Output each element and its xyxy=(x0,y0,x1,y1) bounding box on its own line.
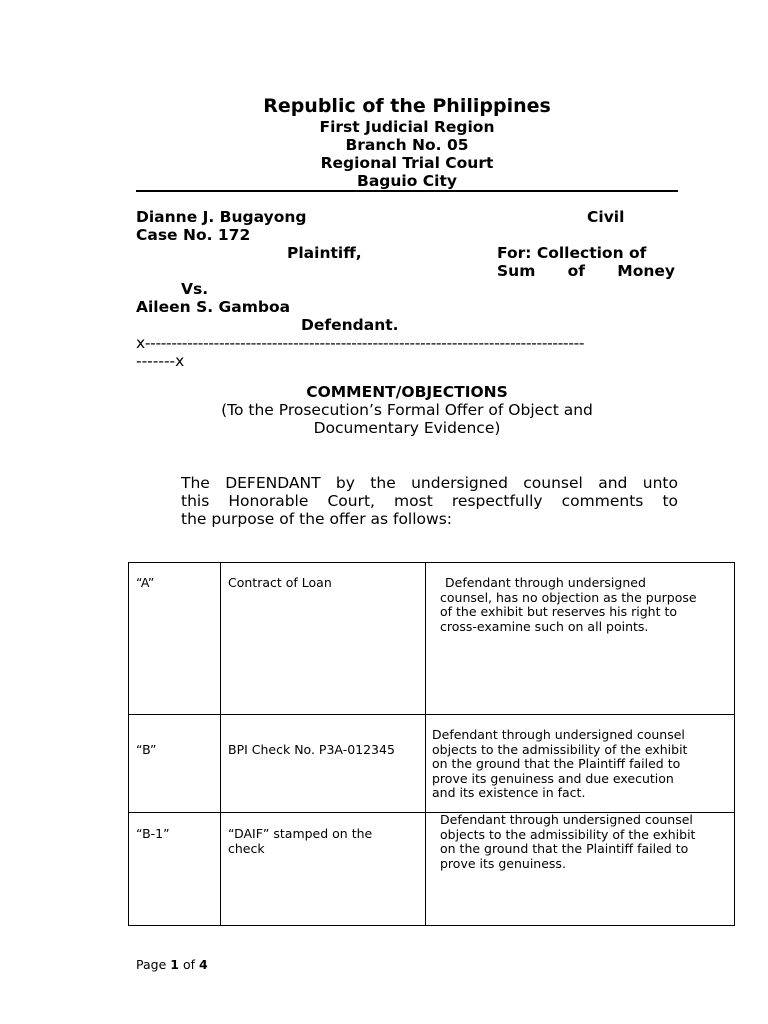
civil-label: Civil xyxy=(587,208,625,226)
exhibit-description: Contract of Loan xyxy=(228,575,332,590)
court-header xyxy=(136,94,678,190)
comment-line: objects to the admissibility of the exhibit xyxy=(440,826,696,842)
judicial-region: First Judicial Region xyxy=(319,118,495,136)
plaintiff-name: Dianne J. Bugayong xyxy=(136,208,307,226)
exhibit-description: BPI Check No. P3A-012345 xyxy=(228,742,395,757)
action-line-1: For: Collection of xyxy=(497,244,647,262)
exhibit-comment-cell xyxy=(426,563,735,715)
exhibit-comment xyxy=(426,813,734,871)
exhibit-description xyxy=(221,813,425,856)
table-row xyxy=(129,813,735,926)
description-line: check xyxy=(228,840,265,856)
word: comments xyxy=(561,492,644,510)
page-total: 4 xyxy=(198,957,208,972)
comment-line: prove its genuiness. xyxy=(440,855,566,871)
court-city: Baguio City xyxy=(357,172,457,190)
action-word: Money xyxy=(617,262,675,280)
comment-line: counsel, has no objection as the purpose xyxy=(440,589,697,605)
word: respectfully xyxy=(451,492,543,510)
page-label: Page xyxy=(136,957,167,972)
word: unto xyxy=(642,474,678,492)
comment-line: Defendant through undersigned xyxy=(445,575,646,590)
exhibit-description-cell xyxy=(221,563,426,715)
intro-line-3: the purpose of the offer as follows: xyxy=(181,510,453,528)
word: counsel xyxy=(523,474,583,492)
comment-line: and its existence in fact. xyxy=(432,785,586,800)
exhibit-comment xyxy=(426,715,734,801)
page-number: 1 xyxy=(170,957,179,972)
exhibit-comment-cell xyxy=(426,813,735,926)
word: undersigned xyxy=(411,474,508,492)
table-row xyxy=(129,563,735,715)
word: Honorable xyxy=(228,492,309,510)
exhibits-table xyxy=(128,562,735,926)
description-line: “DAIF” stamped on the xyxy=(228,826,373,841)
exhibit-mark-cell xyxy=(129,813,221,926)
of-label: of xyxy=(182,957,195,972)
action-word: of xyxy=(567,262,586,280)
exhibit-mark: “A” xyxy=(136,575,155,590)
exhibit-mark-cell xyxy=(129,715,221,813)
action-line-2 xyxy=(497,262,675,280)
pleading-subtitle-1: (To the Prosecution’s Formal Offer of Object and xyxy=(221,401,593,419)
comment-line: objects to the admissibility of the exhibit xyxy=(432,741,688,757)
intro-line-2 xyxy=(181,492,678,510)
word: by xyxy=(335,474,355,492)
word: the xyxy=(370,474,396,492)
pleading-heading: COMMENT/OBJECTIONS xyxy=(306,383,508,401)
header-divider xyxy=(136,190,678,192)
exhibit-description-cell xyxy=(221,813,426,926)
exhibit-description-cell xyxy=(221,715,426,813)
comment-line: Defendant through undersigned counsel xyxy=(440,812,693,827)
branch-number: Branch No. 05 xyxy=(345,136,469,154)
exhibit-mark: “B-1” xyxy=(136,826,170,841)
exhibit-mark-cell xyxy=(129,563,221,715)
versus-label: Vs. xyxy=(181,280,209,298)
comment-line: cross-examine such on all points. xyxy=(440,618,649,634)
court-name: Regional Trial Court xyxy=(320,154,494,172)
caption-separator-end: -------x xyxy=(136,352,185,370)
exhibit-comment xyxy=(426,563,734,634)
comment-line: prove its genuiness and due execution xyxy=(432,770,674,786)
defendant-label: Defendant. xyxy=(301,316,399,334)
comment-line: of the exhibit but reserves his right to xyxy=(440,604,678,619)
page-footer xyxy=(136,957,208,972)
action-word: Sum xyxy=(497,262,536,280)
plaintiff-label: Plaintiff, xyxy=(287,244,362,262)
table-row xyxy=(129,715,735,813)
intro-line-1 xyxy=(181,474,678,492)
comment-line: on the ground that the Plaintiff failed to xyxy=(432,756,681,771)
comment-line: Defendant through undersigned counsel xyxy=(432,727,685,742)
pleading-subtitle-2: Documentary Evidence) xyxy=(313,419,501,437)
word: Court, xyxy=(327,492,375,510)
word: most xyxy=(394,492,433,510)
exhibit-mark: “B” xyxy=(136,742,157,757)
defendant-name: Aileen S. Gamboa xyxy=(136,298,291,316)
word: and xyxy=(598,474,628,492)
pleading-title xyxy=(136,383,678,437)
comment-line: on the ground that the Plaintiff failed to xyxy=(440,841,689,856)
exhibit-comment-cell xyxy=(426,715,735,813)
word: to xyxy=(662,492,678,510)
intro-paragraph xyxy=(181,474,678,528)
word: The xyxy=(181,474,210,492)
country-title: Republic of the Philippines xyxy=(263,95,551,117)
word: DEFENDANT xyxy=(225,474,321,492)
word: this xyxy=(181,492,210,510)
case-number: Case No. 172 xyxy=(136,226,251,244)
caption-separator: x----------------------------------------------------------------------------------- xyxy=(136,334,585,352)
